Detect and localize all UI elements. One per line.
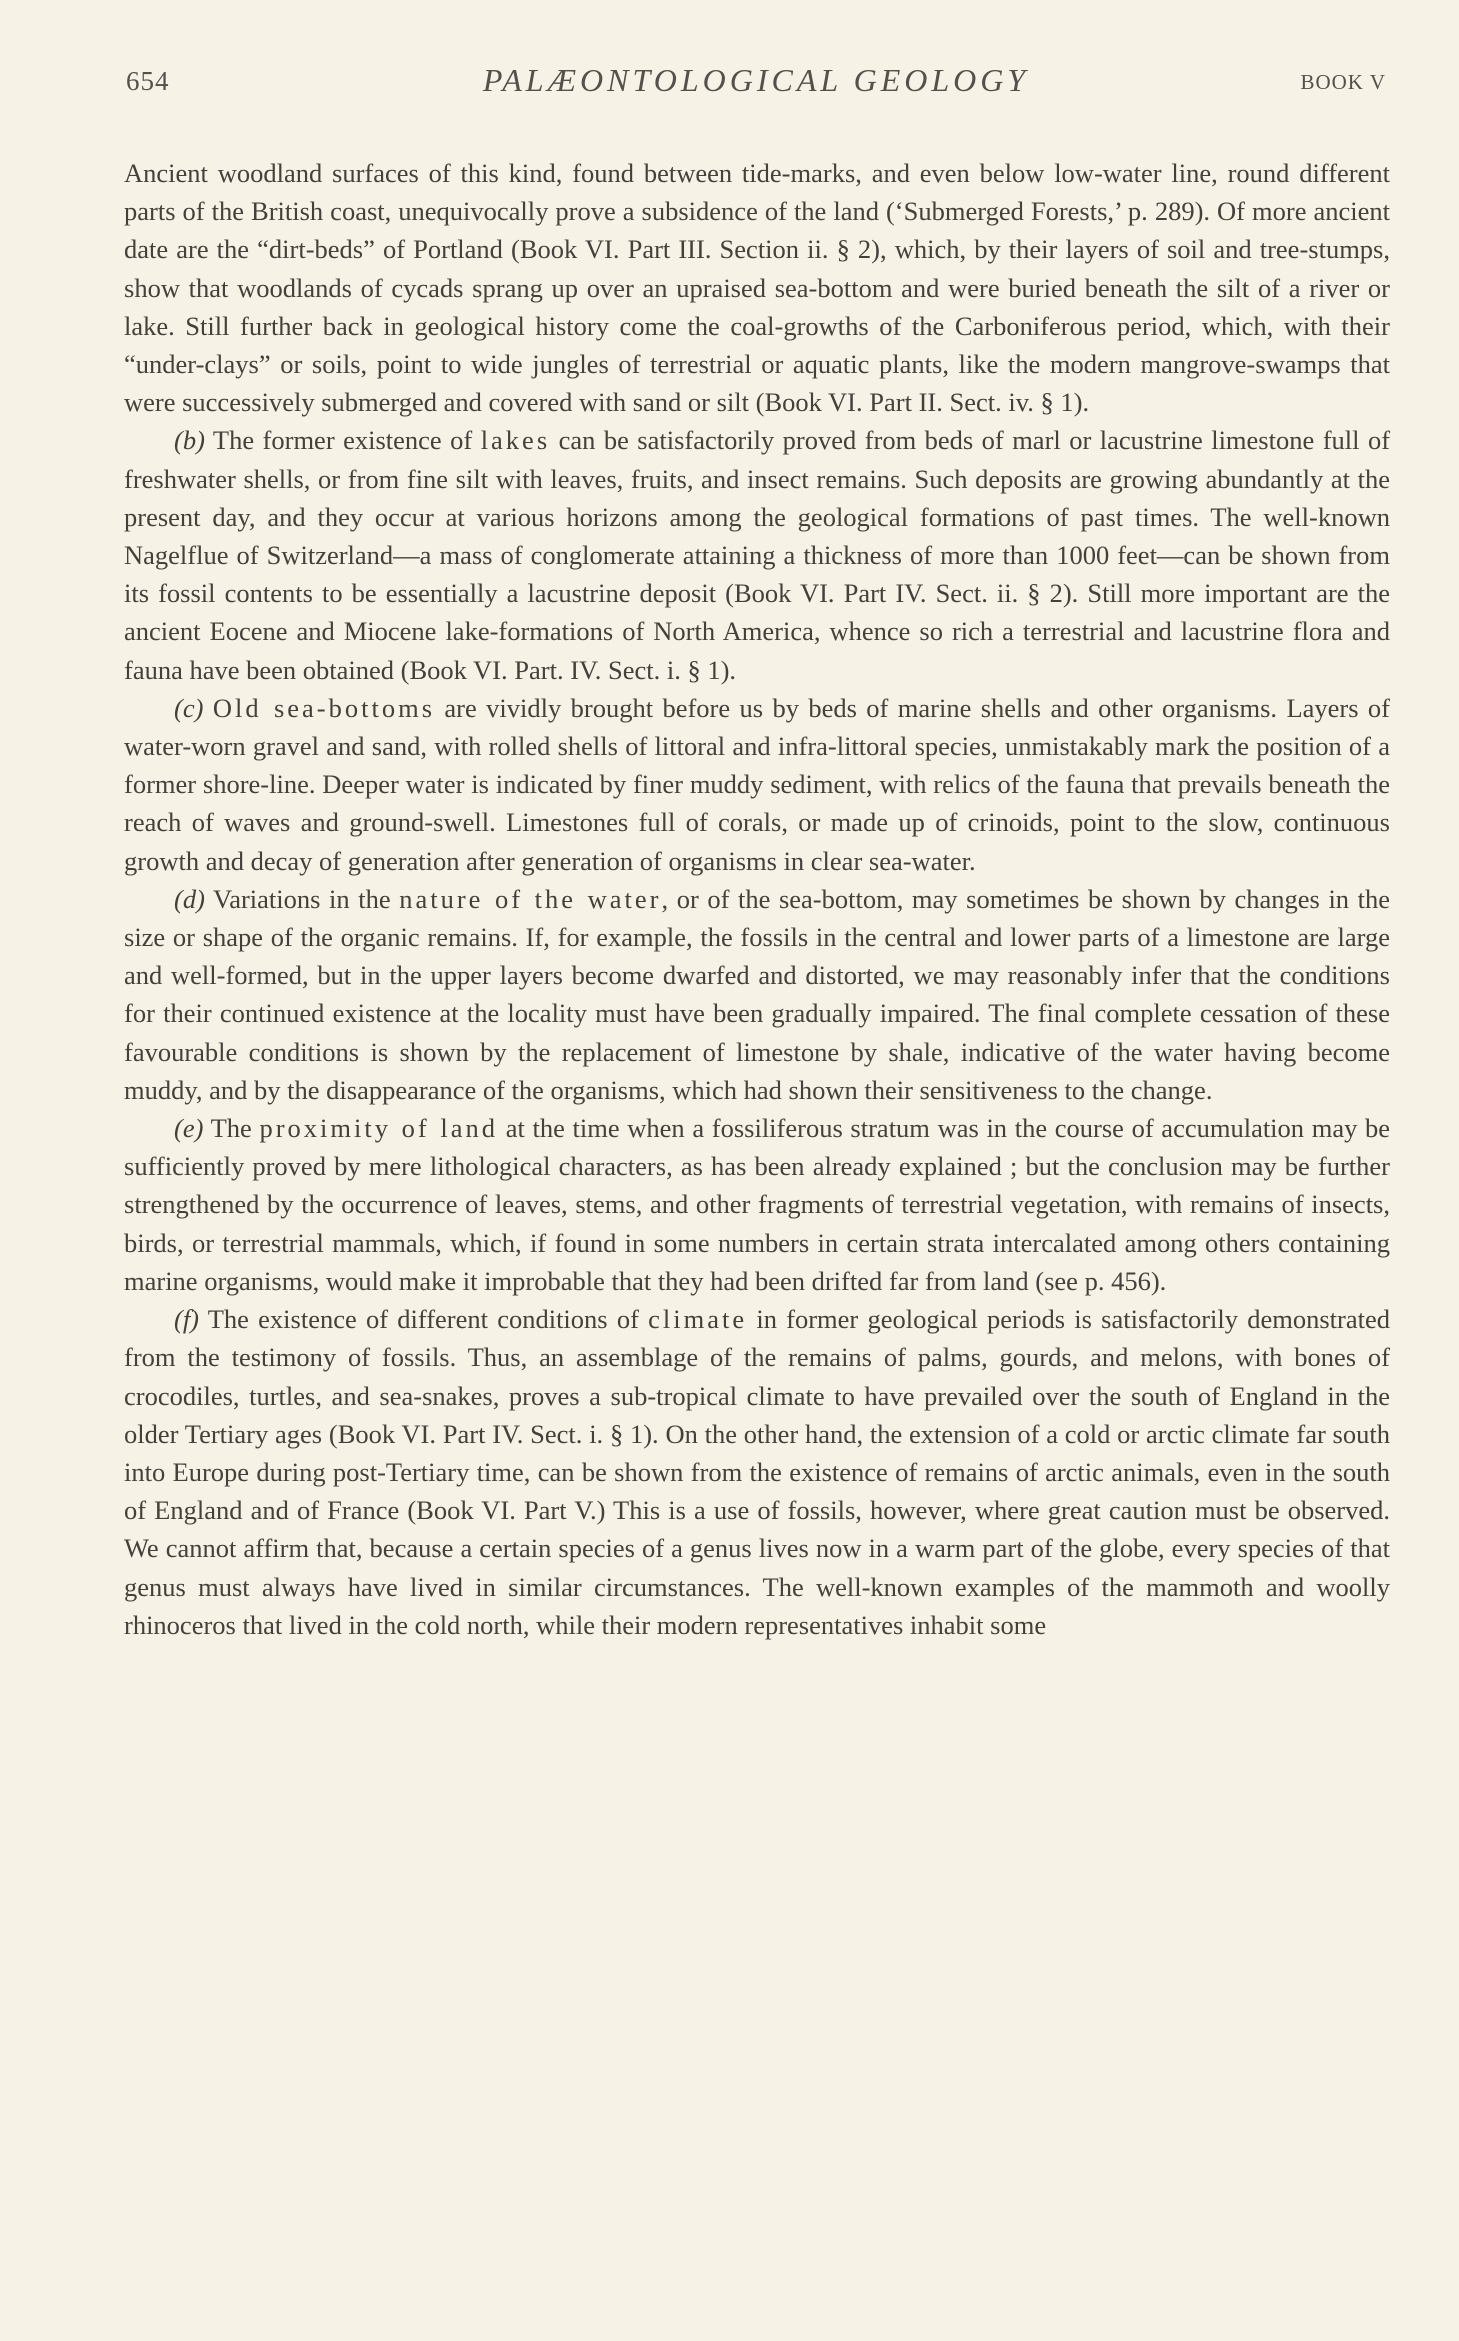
spaced-term: proximity of land — [259, 1113, 499, 1144]
paragraph-lead: Variations in the — [213, 883, 391, 914]
running-head — [126, 62, 1386, 108]
book-label: BOOK V — [1300, 70, 1386, 94]
paragraph-lead: The existence of different conditions of — [207, 1304, 639, 1335]
paragraph-c-sea-bottoms — [124, 689, 1390, 880]
paragraph-b-lakes — [124, 421, 1390, 688]
spaced-term: Old sea-bottoms — [212, 692, 436, 723]
paragraph-text: at the time when a fossiliferous stratum was in the course of accumulation may be sufficiently proved by mere lithological characters, as has been already explained ; but the conclusion may be further strengthened by the occurrence of leaves, stems, and other fragments of terrestrial vegetation, with remains of insects, birds, or terrestrial mammals, which, if found in some numbers in certain strata intercalated among others containing marine organisms, would make it improbable that they had been drifted far from land (see p. 456). — [124, 1113, 1391, 1296]
paragraph-label: (b) — [174, 425, 205, 456]
paragraph-continued — [124, 154, 1390, 421]
paragraph-text: in former geological periods is satisfactorily demonstrated from the testimony of fossils. Thus, an assemblage of the remains of palms, gourds, and melons, with bones of crocodiles, turtles, and sea-snakes, proves a sub-tropical climate to have prevailed over the south of England in the older Tertiary ages (Book VI. Part IV. Sect. i. § 1). On the other hand, the extension of a cold or arctic climate far south into Europe during post-Tertiary time, can be shown from the existence of remains of arctic animals, even in the south of England and of France (Book VI. Part V.) This is a use of fossils, however, where great caution must be observed. We cannot affirm that, because a certain species of a genus lives now in a warm part of the globe, every species of that genus must always have lived in similar circumstances. The well-known examples of the mammoth and woolly rhinoceros that lived in the cold north, while their modern representatives inhabit some — [124, 1304, 1390, 1640]
paragraph-e-land — [124, 1109, 1390, 1300]
paragraph-label: (e) — [174, 1113, 204, 1144]
running-title: PALÆONTOLOGICAL GEOLOGY — [482, 62, 1030, 98]
paragraph-f-climate — [124, 1300, 1390, 1644]
paragraph-text: , or of the sea-bottom, may sometimes be shown by changes in the size or shape of the organic remains. If, for example, the fossils in the central and lower parts of a limestone are large and well-formed, but in the upper layers become dwarfed and distorted, we may reasonably infer that the conditions for their continued existence at the locality must have been gradually impaired. The final complete cessation of these favourable conditions is shown by the replacement of limestone by shale, indicative of the water having become muddy, and by the disappearance of the organisms, which had shown their sensitiveness to the change. — [124, 883, 1391, 1105]
paragraph-d-water — [124, 880, 1390, 1109]
paragraph-text: Ancient woodland surfaces of this kind, found between tide-marks, and even below low-water line, round different parts of the British coast, unequivocally prove a subsidence of the land (‘Submerged Forests,’ p. 289). Of more ancient date are the “dirt-beds” of Portland (Book VI. Part III. Section ii. § 2), which, by their layers of soil and tree-stumps, show that woodlands of cycads sprang up over an upraised sea-bottom and were buried beneath the silt of a river or lake. Still further back in geological history come the coal-growths of the Carboniferous period, which, with their “under-clays” or soils, point to wide jungles of terrestrial or aquatic plants, like the modern mangrove-swamps that were successively submerged and covered with sand or silt (Book VI. Part II. Sect. iv. § 1). — [124, 158, 1390, 418]
spaced-term: lakes — [480, 425, 551, 456]
paragraph-lead: The — [210, 1113, 252, 1144]
paragraph-label: (d) — [174, 883, 205, 914]
paragraph-text: can be satisfactorily proved from beds of marl or lacustrine limestone full of freshwater shells, or from fine silt with leaves, fruits, and insect remains. Such deposits are growing abundantly at the present day, and they occur at various horizons among the geological formations of past times. The well-known Nagelflue of Switzerland—a mass of conglomerate attaining a thickness of more than 1000 feet—can be shown from its fossil contents to be essentially a lacustrine deposit (Book VI. Part IV. Sect. ii. § 2). Still more important are the ancient Eocene and Miocene lake-formations of North America, whence so rich a terrestrial and lacustrine flora and fauna have been obtained (Book VI. Part. IV. Sect. i. § 1). — [124, 425, 1391, 685]
paragraph-text: are vividly brought before us by beds of marine shells and other organisms. Layers of water-worn gravel and sand, with rolled shells of littoral and infra-littoral species, unmistakably mark the position of a former shore-line. Deeper water is indicated by finer muddy sediment, with relics of the fauna that prevails beneath the reach of waves and ground-swell. Limestones full of corals, or made up of crinoids, point to the slow, continuous growth and decay of generation after generation of organisms in clear sea-water. — [124, 692, 1390, 876]
spaced-term: climate — [648, 1304, 748, 1335]
spaced-term: nature of the water — [399, 883, 662, 914]
paragraph-label: (c) — [174, 692, 204, 723]
paragraph-label: (f) — [174, 1304, 200, 1335]
body-text — [124, 154, 1390, 1644]
paragraph-lead: The former existence of — [212, 425, 473, 456]
page-number: 654 — [126, 66, 170, 96]
